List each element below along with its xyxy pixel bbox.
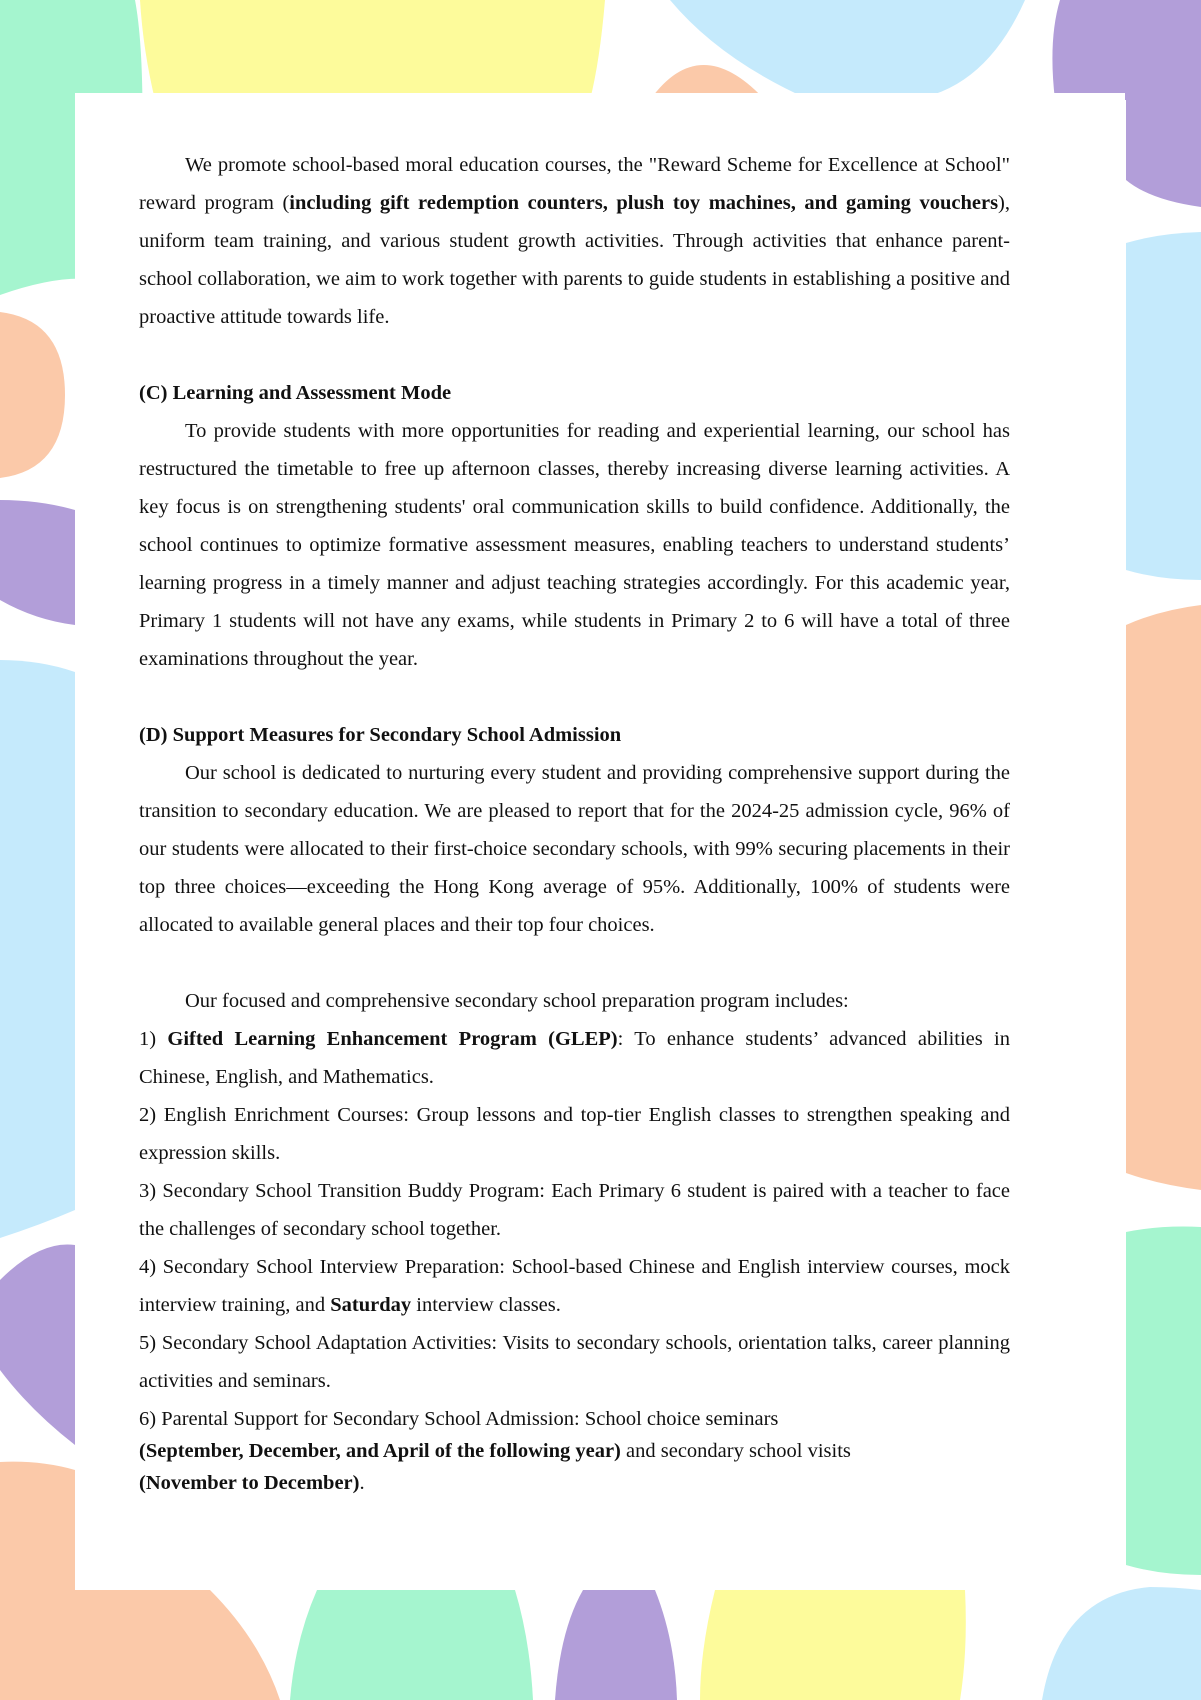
- reward-items-bold: including gift redemption counters, plush toy machines, and gaming vouchers: [289, 192, 999, 214]
- mint-shape-bottom: [290, 1590, 533, 1700]
- document-body: [139, 146, 1010, 1499]
- yellow-shape-top: [140, 0, 605, 100]
- yellow-shape-bottom: [700, 1590, 966, 1700]
- section-c-paragraph: To provide students with more opportunities for reading and experiential learning, our school has restructured the timetable to free up afternoon classes, thereby increasing diverse learning activities. A key focus is on strengthening students' oral communication skills to build confidence. Additionally, the school continues to optimize formative assessment measures, enabling teachers to understand students’ learning progress in a timely manner and adjust teaching strategies accordingly. For this academic year, Primary 1 students will not have any exams, while students in Primary 2 to 6 will have a total of three examinations throughout the year.: [139, 420, 1010, 670]
- program-item-3: 3) Secondary School Transition Buddy Program: Each Primary 6 student is paired with a teacher to face the challenges of secondary school together.: [139, 1180, 1011, 1240]
- lavender-shape-left-2: [0, 1244, 75, 1445]
- program-intro: Our focused and comprehensive secondary school preparation program includes:: [185, 990, 849, 1012]
- program-item-6: 6) Parental Support for Secondary School Admission: School choice seminars (September, December, and April of the following year) and secondary school visits (November to December).: [139, 1408, 851, 1494]
- program-item-2: 2) English Enrichment Courses: Group lessons and top-tier English classes to strengthen speaking and expression skills.: [139, 1104, 1011, 1164]
- sky-shape-bottom-right: [1042, 1587, 1201, 1700]
- program-item-5: 5) Secondary School Adaptation Activities: Visits to secondary schools, orientation talks, career planning activities and seminars.: [139, 1332, 1010, 1392]
- intro-paragraph: We promote school-based moral education courses, the "Reward Scheme for Excellence at School" reward program (including gift redemption counters, plush toy machines, and gaming vouchers), uniform team training, and various student growth activities. Through activities that enhance parent-school collaboration, we aim to work together with parents to guide students in establishing a positive and proactive attitude towards life.: [139, 154, 1010, 328]
- sky-shape-left: [0, 660, 75, 1238]
- program-item-1: 1) Gifted Learning Enhancement Program (GLEP): To enhance students’ advanced abilities in Chinese, English, and Mathematics.: [139, 1028, 1011, 1088]
- program-item-4: 4) Secondary School Interview Preparation: School-based Chinese and English interview courses, mock interview training, and Saturday interview classes.: [139, 1256, 1010, 1316]
- section-d-paragraph: Our school is dedicated to nurturing every student and providing comprehensive support during the transition to secondary education. We are pleased to report that for the 2024-25 admission cycle, 96% of our students were allocated to their first-choice secondary schools, with 99% securing placements in their top three choices—exceeding the Hong Kong average of 95%. Additionally, 100% of students were allocated to available general places and their top four choices.: [139, 762, 1010, 936]
- sky-shape-right: [1126, 232, 1201, 580]
- peach-shape-right: [1126, 605, 1201, 1190]
- peach-shape-left: [0, 312, 65, 478]
- lavender-shape-left-1: [0, 500, 75, 625]
- mint-shape-right: [1126, 1227, 1201, 1575]
- section-d-heading: (D) Support Measures for Secondary School Admission: [139, 724, 622, 746]
- lavender-shape-bottom: [555, 1590, 677, 1700]
- section-c-heading: (C) Learning and Assessment Mode: [139, 382, 452, 404]
